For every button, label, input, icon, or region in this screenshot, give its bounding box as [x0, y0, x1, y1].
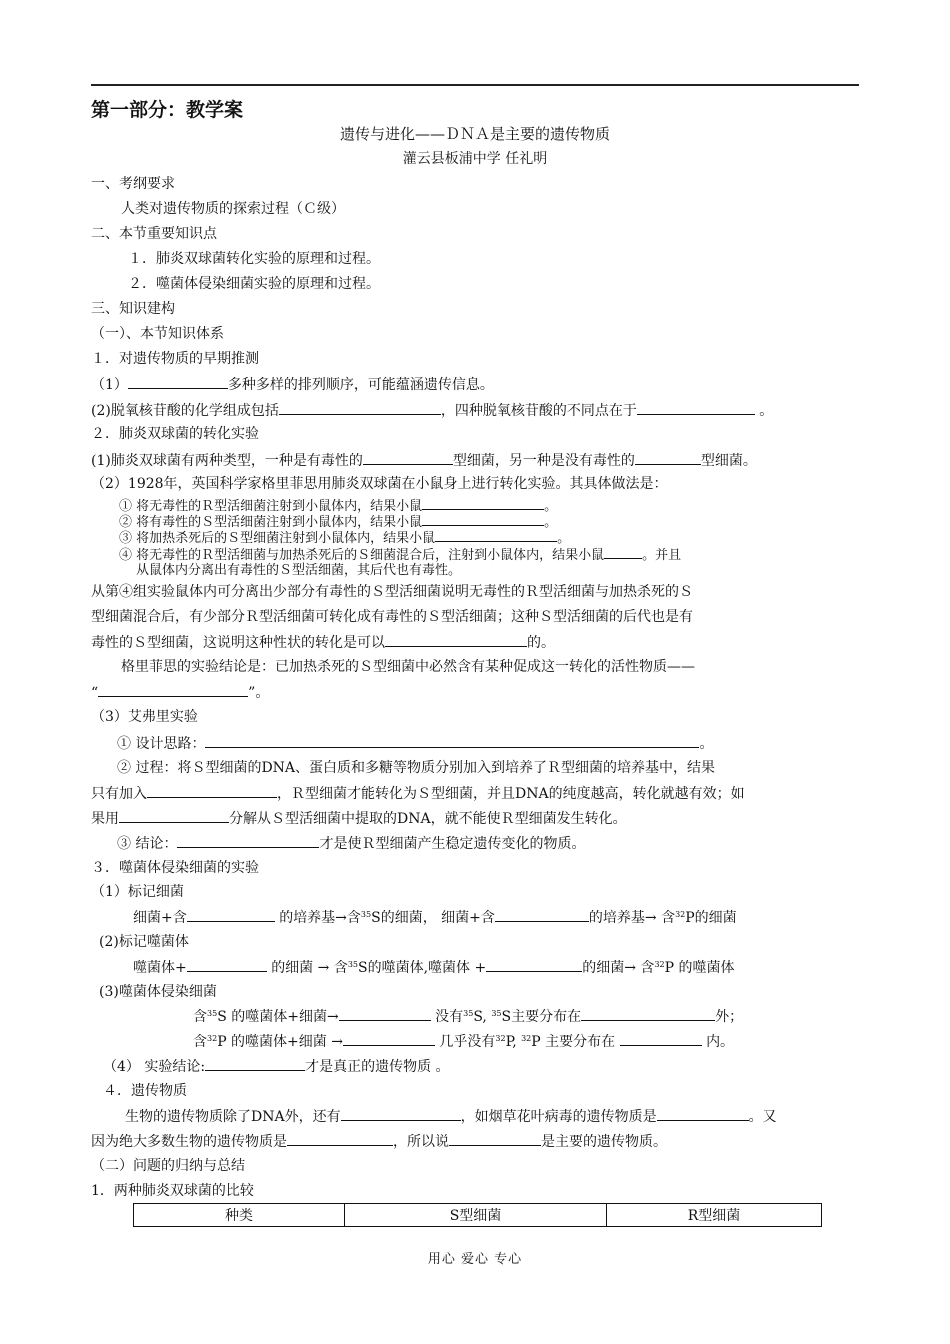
lesson-title: 遗传与进化——ＤＮＡ是主要的遗传物质 — [339, 125, 610, 143]
knowledge-point-2: ２．噬菌体侵染细菌实验的原理和过程。 — [128, 276, 380, 292]
analysis-line-3: 毒性的Ｓ型细菌，这说明这种性状的转化是可以 的。 — [91, 632, 555, 653]
blank — [637, 400, 755, 415]
topic-2-line-2: （2）1928年，英国科学家格里菲思用肺炎双球菌在小鼠身上进行转化实验。其具体做法是： — [91, 476, 668, 492]
experiment-3: ③ 将加热杀死后的Ｓ型细菌注射到小鼠体内，结果小鼠 。 — [119, 531, 571, 546]
blank — [287, 1131, 393, 1146]
blank — [177, 833, 319, 848]
avery-conclusion: ③ 结论： 才是使Ｒ型细菌产生稳定遗传变化的物质。 — [117, 833, 585, 854]
table-header-cell: R型细菌 — [607, 1204, 822, 1227]
blank — [495, 907, 589, 922]
experiment-4-cont: 从鼠体内分离出有毒性的Ｓ型活细菌，其后代也有毒性。 — [136, 563, 462, 578]
blank — [119, 808, 229, 823]
infection-heading: (3)噬菌体侵染细菌 — [99, 984, 217, 1000]
analysis-line-1: 从第④组实验鼠体内可分离出少部分有毒性的Ｓ型活细菌说明无毒性的Ｒ型活细菌与加热杀死的Ｓ — [91, 584, 693, 600]
section-1-heading: 一、考纲要求 — [91, 176, 175, 192]
infection-s35-line: 含$^{35}$S 的噬菌体+细菌→ 没有$^{35}$S, $^{35}$S主要分布在 外； — [193, 1006, 743, 1027]
blank — [620, 1031, 702, 1046]
blank — [363, 450, 453, 465]
blank — [279, 400, 441, 415]
blank — [341, 1106, 461, 1121]
infection-p32-line: 含$^{32}$P 的噬菌体+细菌 → 几乎没有$^{32}$P, $^{32}$P 主要分布在 内。 — [193, 1031, 734, 1052]
section-3-heading: 三、知识建构 — [91, 301, 175, 317]
blank — [657, 1106, 749, 1121]
blank — [422, 513, 544, 526]
avery-process-2: 只有加入 ，Ｒ型细菌才能转化为Ｓ型细菌，并且DNA的纯度越高，转化就越有效；如 — [91, 783, 745, 804]
experiment-4: ④ 将无毒性的Ｒ型活细菌与加热杀死后的Ｓ细菌混合后，注射到小鼠体内，结果小鼠 。并且 — [119, 548, 682, 563]
label-bacteria-heading: （1）标记细菌 — [91, 884, 184, 900]
griffith-conclusion-blank: “ ”。 — [91, 682, 269, 703]
blank — [343, 1031, 435, 1046]
page-footer: 用心 爱心 专心 — [427, 1252, 523, 1267]
topic-2-heading: ２．肺炎双球菌的转化实验 — [91, 426, 259, 442]
avery-heading: （3）艾弗里实验 — [91, 709, 198, 725]
blank — [435, 529, 557, 542]
knowledge-point-1: １．肺炎双球菌转化实验的原理和过程。 — [128, 251, 380, 267]
blank — [147, 783, 277, 798]
blank — [604, 546, 642, 559]
section-2-heading: 二、本节重要知识点 — [91, 226, 217, 242]
griffith-conclusion: 格里菲思的实验结论是：已加热杀死的Ｓ型细菌中必然含有某种促成这一转化的活性物质—— — [121, 659, 695, 675]
label-phage-heading: (2)标记噬菌体 — [99, 934, 189, 950]
topic-1-heading: １．对遗传物质的早期推测 — [91, 351, 259, 367]
blank — [339, 1006, 431, 1021]
label-phage-line: 噬菌体+ 的细菌 → 含$^{35}$S的噬菌体,噬菌体 + 的细菌→ 含$^{32}$P 的噬菌体 — [133, 957, 735, 978]
genetic-material-line-1: 生物的遗传物质除了DNA外，还有 ，如烟草花叶病毒的遗传物质是 。又 — [125, 1106, 777, 1127]
table-header-row — [134, 1204, 822, 1227]
subsection-1-heading: （一）、本节知识体系 — [91, 326, 224, 342]
topic-3-heading: ３．噬菌体侵染细菌的实验 — [91, 860, 259, 876]
author: 灌云县板浦中学 任礼明 — [402, 151, 548, 167]
blank — [635, 450, 701, 465]
avery-process-1: ② 过程：将Ｓ型细菌的DNA、蛋白质和多糖等物质分别加入到培养了Ｒ型细菌的培养基中，结果 — [117, 760, 716, 776]
table-header-cell: 种类 — [134, 1204, 345, 1227]
blank — [422, 497, 544, 510]
section-1-body: 人类对遗传物质的探索过程（Ｃ级） — [121, 201, 345, 217]
genetic-material-line-2: 因为绝大多数生物的遗传物质是 ，所以说 是主要的遗传物质。 — [91, 1131, 667, 1152]
blank — [98, 682, 248, 697]
blank — [128, 374, 228, 389]
comparison-table — [133, 1203, 822, 1227]
blank — [205, 1056, 305, 1071]
label-bacteria-line: 细菌+含 的培养基→含$^{35}$S的细菌， 细菌+含 的培养基→ 含$^{32}$P的细菌 — [133, 907, 737, 928]
experiment-1: ① 将无毒性的Ｒ型活细菌注射到小鼠体内，结果小鼠 。 — [119, 499, 558, 514]
topic-1-line-2: (2)脱氧核苷酸的化学组成包括 ，四种脱氧核苷酸的不同点在于 。 — [91, 400, 773, 421]
blank — [187, 907, 275, 922]
blank — [385, 632, 527, 647]
blank — [486, 957, 582, 972]
avery-design: ① 设计思路： 。 — [117, 733, 713, 754]
question-1-heading: 1．两种肺炎双球菌的比较 — [91, 1183, 254, 1199]
subsection-2-heading: （二）问题的归纳与总结 — [91, 1158, 245, 1174]
blank — [205, 733, 699, 748]
avery-process-3: 果用 分解从Ｓ型活细菌中提取的DNA，就不能使Ｒ型细菌发生转化。 — [91, 808, 627, 829]
table-header-cell: S型细菌 — [345, 1204, 607, 1227]
part-title: 第一部分：教学案 — [91, 99, 244, 121]
blank — [449, 1131, 541, 1146]
header-rule — [91, 84, 859, 86]
analysis-line-2: 型细菌混合后，有少部分Ｒ型活细菌可转化成有毒性的Ｓ型活细菌；这种Ｓ型活细菌的后代也是有 — [91, 609, 693, 625]
topic-2-line-1: (1)肺炎双球菌有两种类型，一种是有毒性的 型细菌，另一种是没有毒性的 型细菌。 — [91, 450, 757, 471]
blank — [187, 957, 267, 972]
blank — [581, 1006, 715, 1021]
topic-1-line-1: （1） 多种多样的排列顺序，可能蕴涵遗传信息。 — [91, 374, 494, 395]
experiment-2: ② 将有毒性的Ｓ型活细菌注射到小鼠体内，结果小鼠 。 — [119, 515, 558, 530]
topic-4-heading: ４．遗传物质 — [103, 1083, 187, 1099]
phage-conclusion: （4） 实验结论: 才是真正的遗传物质 。 — [103, 1056, 450, 1077]
